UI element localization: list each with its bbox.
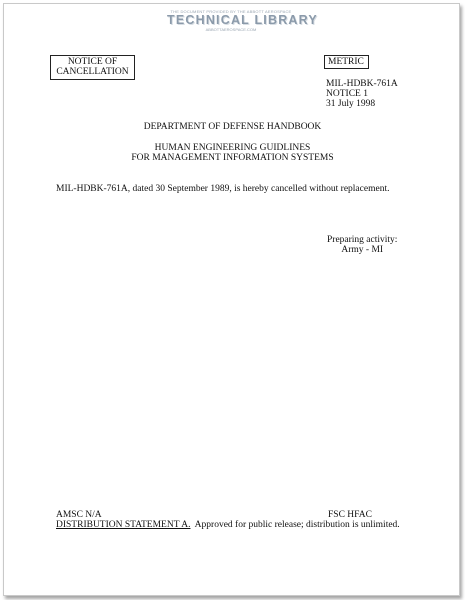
preparing-activity-label: Preparing activity: — [327, 235, 398, 245]
preparing-activity-block — [327, 235, 397, 255]
preparing-activity-value: Army - MI — [341, 245, 384, 255]
metric-label: METRIC — [328, 57, 364, 67]
fsc-code: FSC HFAC — [328, 510, 372, 520]
logo-name: TECHNICAL LIBRARY — [167, 13, 318, 27]
handbook-title-line-2: FOR MANAGEMENT INFORMATION SYSTEMS — [131, 153, 334, 163]
doc-id: MIL-HDBK-761A — [326, 79, 398, 89]
distribution-label: DISTRIBUTION STATEMENT A. — [56, 520, 191, 530]
technical-library-logo — [167, 9, 318, 39]
cancellation-statement: MIL-HDBK-761A, dated 30 September 1989, is hereby cancelled without replacement. — [56, 184, 390, 194]
notice-number: NOTICE 1 — [326, 89, 368, 99]
distribution-statement — [56, 520, 400, 530]
notice-line-2: CANCELLATION — [56, 67, 129, 77]
handbook-title-line-1: HUMAN ENGINEERING GUIDLINES — [154, 143, 311, 153]
notice-line-1: NOTICE OF — [67, 57, 118, 67]
notice-of-cancellation-box — [50, 55, 135, 80]
logo-url: ABBOTTAEROSPACE.COM — [205, 27, 257, 32]
logo-tagline: THE DOCUMENT PROVIDED BY THE ABBOTT AEROSPACE — [170, 9, 292, 14]
metric-box — [324, 55, 369, 69]
department-heading: DEPARTMENT OF DEFENSE HANDBOOK — [143, 122, 322, 132]
notice-date: 31 July 1998 — [326, 99, 376, 109]
distribution-text: Approved for public release; distribution is unlimited. — [190, 520, 400, 530]
amsc-code: AMSC N/A — [56, 510, 102, 520]
document-identifier-block — [326, 79, 398, 109]
